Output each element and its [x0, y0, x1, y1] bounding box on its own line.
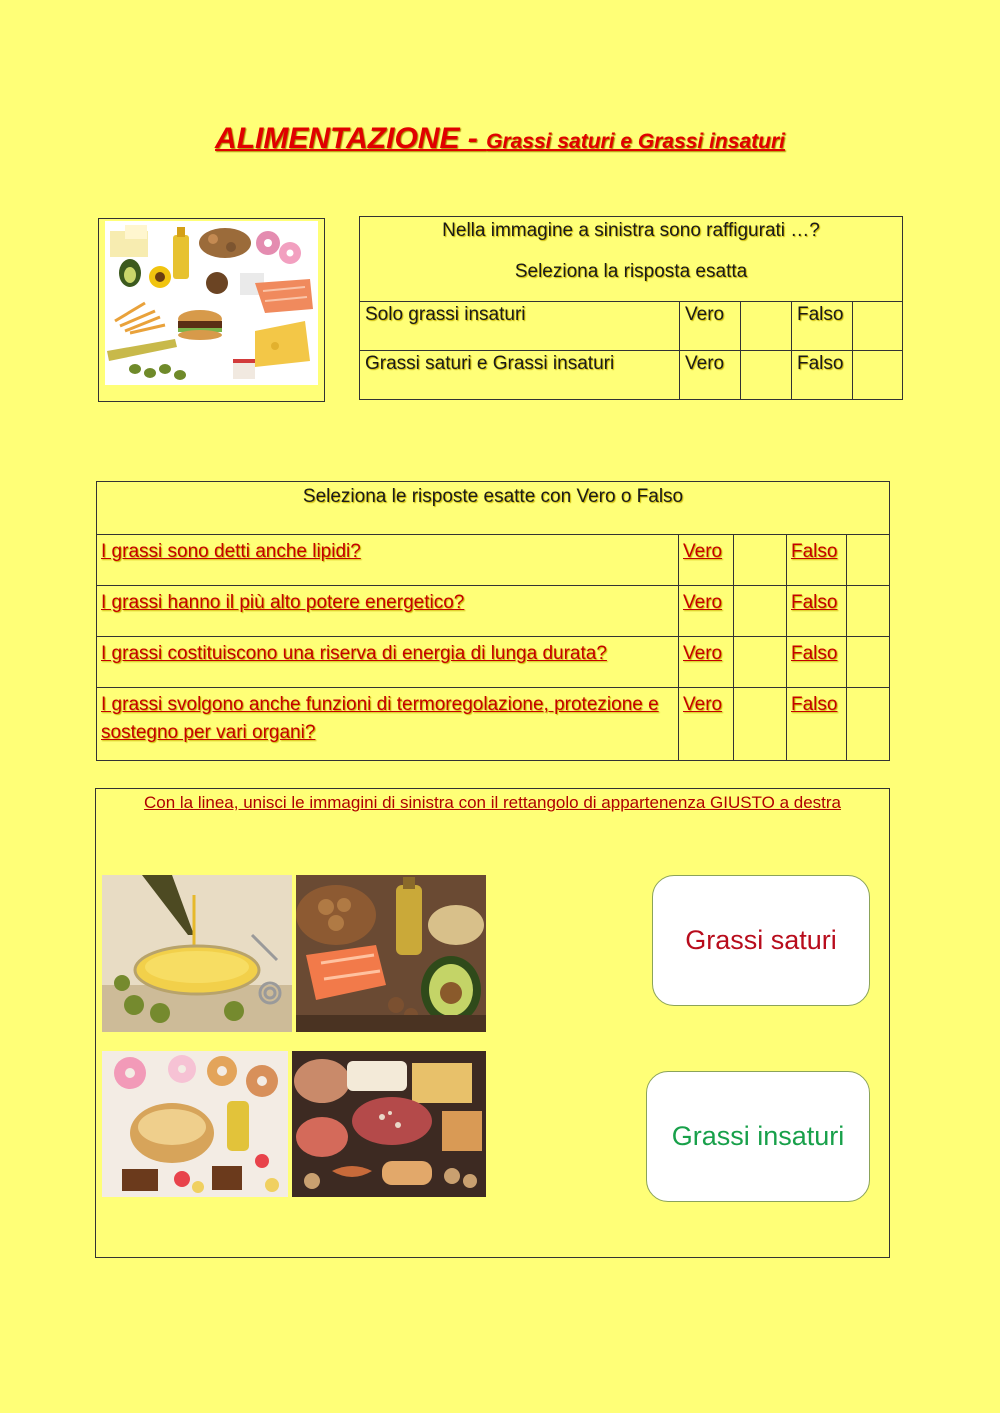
statement-cell: I grassi hanno il più alto potere energetico?	[97, 586, 679, 637]
olive-oil-image[interactable]	[102, 875, 292, 1032]
true-answer-box[interactable]	[741, 351, 792, 400]
true-label: Vero	[680, 302, 741, 351]
cured-meats-cheese-image[interactable]	[292, 1051, 486, 1197]
true-label: Vero	[680, 351, 741, 400]
page-title	[0, 122, 1000, 156]
table-row	[97, 535, 890, 586]
true-answer-box[interactable]	[734, 586, 787, 637]
true-false-header: Seleziona le risposte esatte con Vero o Falso	[97, 482, 890, 535]
false-answer-box[interactable]	[847, 535, 890, 586]
true-label: Vero	[679, 586, 734, 637]
true-answer-box[interactable]	[734, 637, 787, 688]
table-row	[97, 688, 890, 761]
statement-cell: I grassi costituiscono una riserva di energia di lunga durata?	[97, 637, 679, 688]
table-row	[360, 351, 903, 400]
true-answer-box[interactable]	[741, 302, 792, 351]
true-label: Vero	[679, 688, 734, 761]
false-answer-box[interactable]	[847, 688, 890, 761]
true-answer-box[interactable]	[734, 535, 787, 586]
question-header	[360, 217, 903, 302]
sweets-donuts-image[interactable]	[102, 1051, 288, 1197]
table-row	[97, 637, 890, 688]
table-row	[97, 586, 890, 637]
statement-cell: I grassi svolgono anche funzioni di termoregolazione, protezione e sostegno per vari organi?	[97, 688, 679, 761]
statement-cell: Grassi saturi e Grassi insaturi	[360, 351, 680, 400]
true-answer-box[interactable]	[734, 688, 787, 761]
matching-instruction: Con la linea, unisci le immagini di sinistra con il rettangolo di appartenenza GIUSTO a destra	[143, 793, 842, 812]
false-answer-box[interactable]	[847, 586, 890, 637]
target-grassi-insaturi[interactable]: Grassi insaturi	[646, 1071, 870, 1202]
false-answer-box[interactable]	[853, 351, 903, 400]
title-subtitle: Grassi saturi e Grassi insaturi	[486, 130, 785, 153]
question-instruction: Seleziona la risposta esatta	[514, 261, 748, 282]
nuts-salmon-avocado-image[interactable]	[296, 875, 486, 1032]
false-label: Falso	[787, 637, 847, 688]
table-row	[360, 302, 903, 351]
statement-cell: I grassi sono detti anche lipidi?	[97, 535, 679, 586]
title-main: ALIMENTAZIONE -	[215, 122, 487, 155]
food-collage-frame	[98, 218, 325, 402]
question-prompt: Nella immagine a sinistra sono raffigurati …?	[442, 220, 820, 241]
false-answer-box[interactable]	[853, 302, 903, 351]
true-label: Vero	[679, 535, 734, 586]
false-label: Falso	[787, 688, 847, 761]
true-label: Vero	[679, 637, 734, 688]
false-label: Falso	[787, 586, 847, 637]
false-answer-box[interactable]	[847, 637, 890, 688]
target-grassi-saturi[interactable]: Grassi saturi	[652, 875, 870, 1006]
question-table-1	[359, 216, 903, 400]
food-collage-image	[105, 221, 318, 385]
matching-exercise	[95, 788, 890, 1258]
false-label: Falso	[792, 302, 853, 351]
false-label: Falso	[787, 535, 847, 586]
false-label: Falso	[792, 351, 853, 400]
statement-cell: Solo grassi insaturi	[360, 302, 680, 351]
true-false-table	[96, 481, 890, 761]
